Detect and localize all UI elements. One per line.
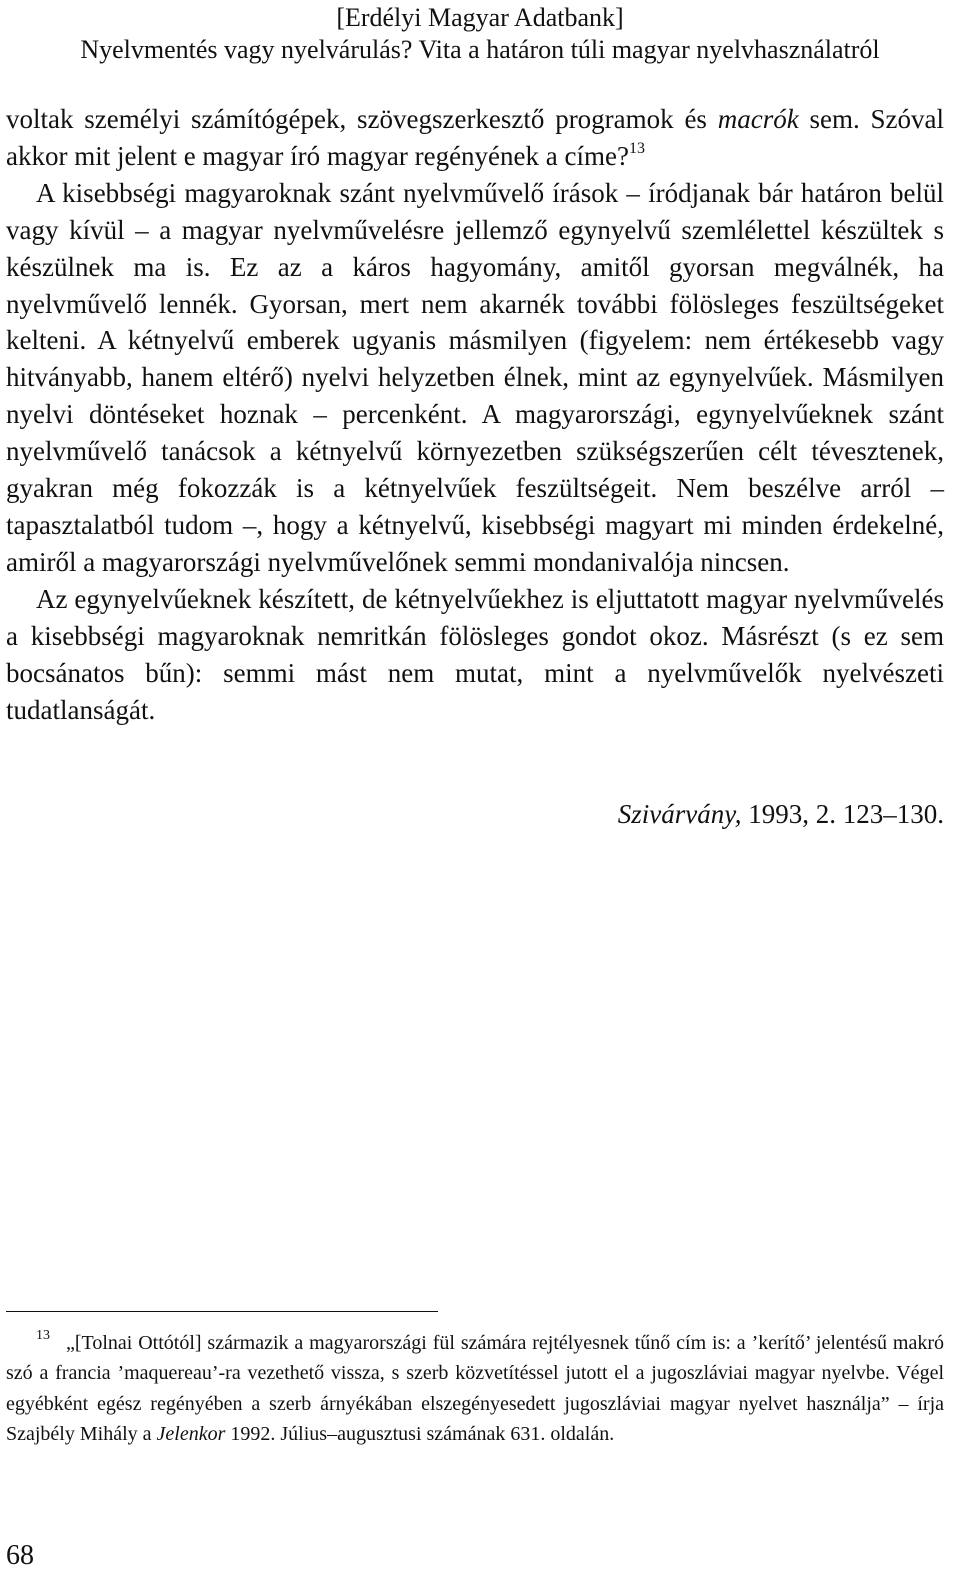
footnote-text-b: 1992. Július–augusztusi számának 631. oldalán. (225, 1422, 615, 1445)
footnote-reference[interactable]: 13 (628, 139, 645, 157)
footnote (6, 1328, 944, 1449)
footnote-divider (6, 1311, 438, 1312)
page-number: 68 (6, 1540, 34, 1571)
footnote-number: 13 (36, 1328, 50, 1343)
footnote-text-a: „[Tolnai Ottótól] származik a magyarországi fül számára rejtélyesnek tűnő cím is: a ’kerítő’ jelentésű makró szó a francia ’maquereau’-ra vezethető vissza, s szerb közvetítéssel jutott el a jugoszláviai magyar nyelvbe. Végel egyébként egész regényében a szerb árnyékában elszegényesedett jugoszláviai magyar nyelvet használja” – írja Szajbély Mihály a (6, 1332, 944, 1445)
header-source-line: [Erdélyi Magyar Adatbank] (336, 3, 624, 32)
footnote-paragraph (6, 1328, 944, 1449)
header-title-line: Nyelvmentés vagy nyelvárulás? Vita a határon túli magyar nyelvhasználatról (80, 35, 880, 64)
source-details: 1993, 2. 123–130. (741, 799, 944, 829)
paragraph-1-text-a: voltak személyi számítógépek, szövegszerkesztő programok és (6, 104, 718, 134)
paragraph-2: A kisebbségi magyaroknak szánt nyelvművelő írások – íródjanak bár határon belül vagy kívül – a magyar nyelvművelésre jellemző egynyelvű szemlélettel készültek s készülnek ma is. Ez az a káros hagyomány, amitől gyorsan megválnék, ha nyelvművelő lennék. Gyorsan, mert nem akarnék további fölösleges feszültségeket kelteni. A kétnyelvű emberek ugyanis másmilyen (figyelem: nem értékesebb vagy hitványabb, hanem eltérő) nyelvi helyzetben élnek, mint az egynyelvűek. Másmilyen nyelvi döntéseket hoznak – percenként. A magyarországi, egynyelvűeknek szánt nyelvművelő tanácsok a kétnyelvű környezetben szükségszerűen célt tévesztenek, gyakran még fokozzák is a kétnyelvűek feszültségeit. Nem beszélve arról – tapasztalatból tudom –, hogy a kétnyelvű, kisebbségi magyart mi minden érdekelné, amiről a magyarországi nyelvművelőnek semmi mondanivalója nincsen. (6, 177, 944, 577)
source-journal: Szivárvány, (617, 799, 742, 829)
source-citation (618, 797, 944, 831)
paragraph-1-text-b: sem. Szóval akkor mit jelent e magyar író magyar regényének a címe? (6, 104, 944, 171)
paragraph-1 (6, 101, 944, 175)
paragraph-1-italic: macrók (717, 104, 799, 134)
running-header (0, 2, 960, 66)
footnote-journal: Jelenkor (156, 1422, 226, 1445)
main-text (6, 101, 944, 728)
paragraph-3: Az egynyelvűeknek készített, de kétnyelvűekhez is eljuttatott magyar nyelvművelés a kisebbségi magyaroknak nemritkán fölösleges gondot okoz. Másrészt (s ez sem bocsánatos bűn): semmi mást nem mutat, mint a nyelvművelők nyelvészeti tudatlanságát. (6, 583, 944, 725)
